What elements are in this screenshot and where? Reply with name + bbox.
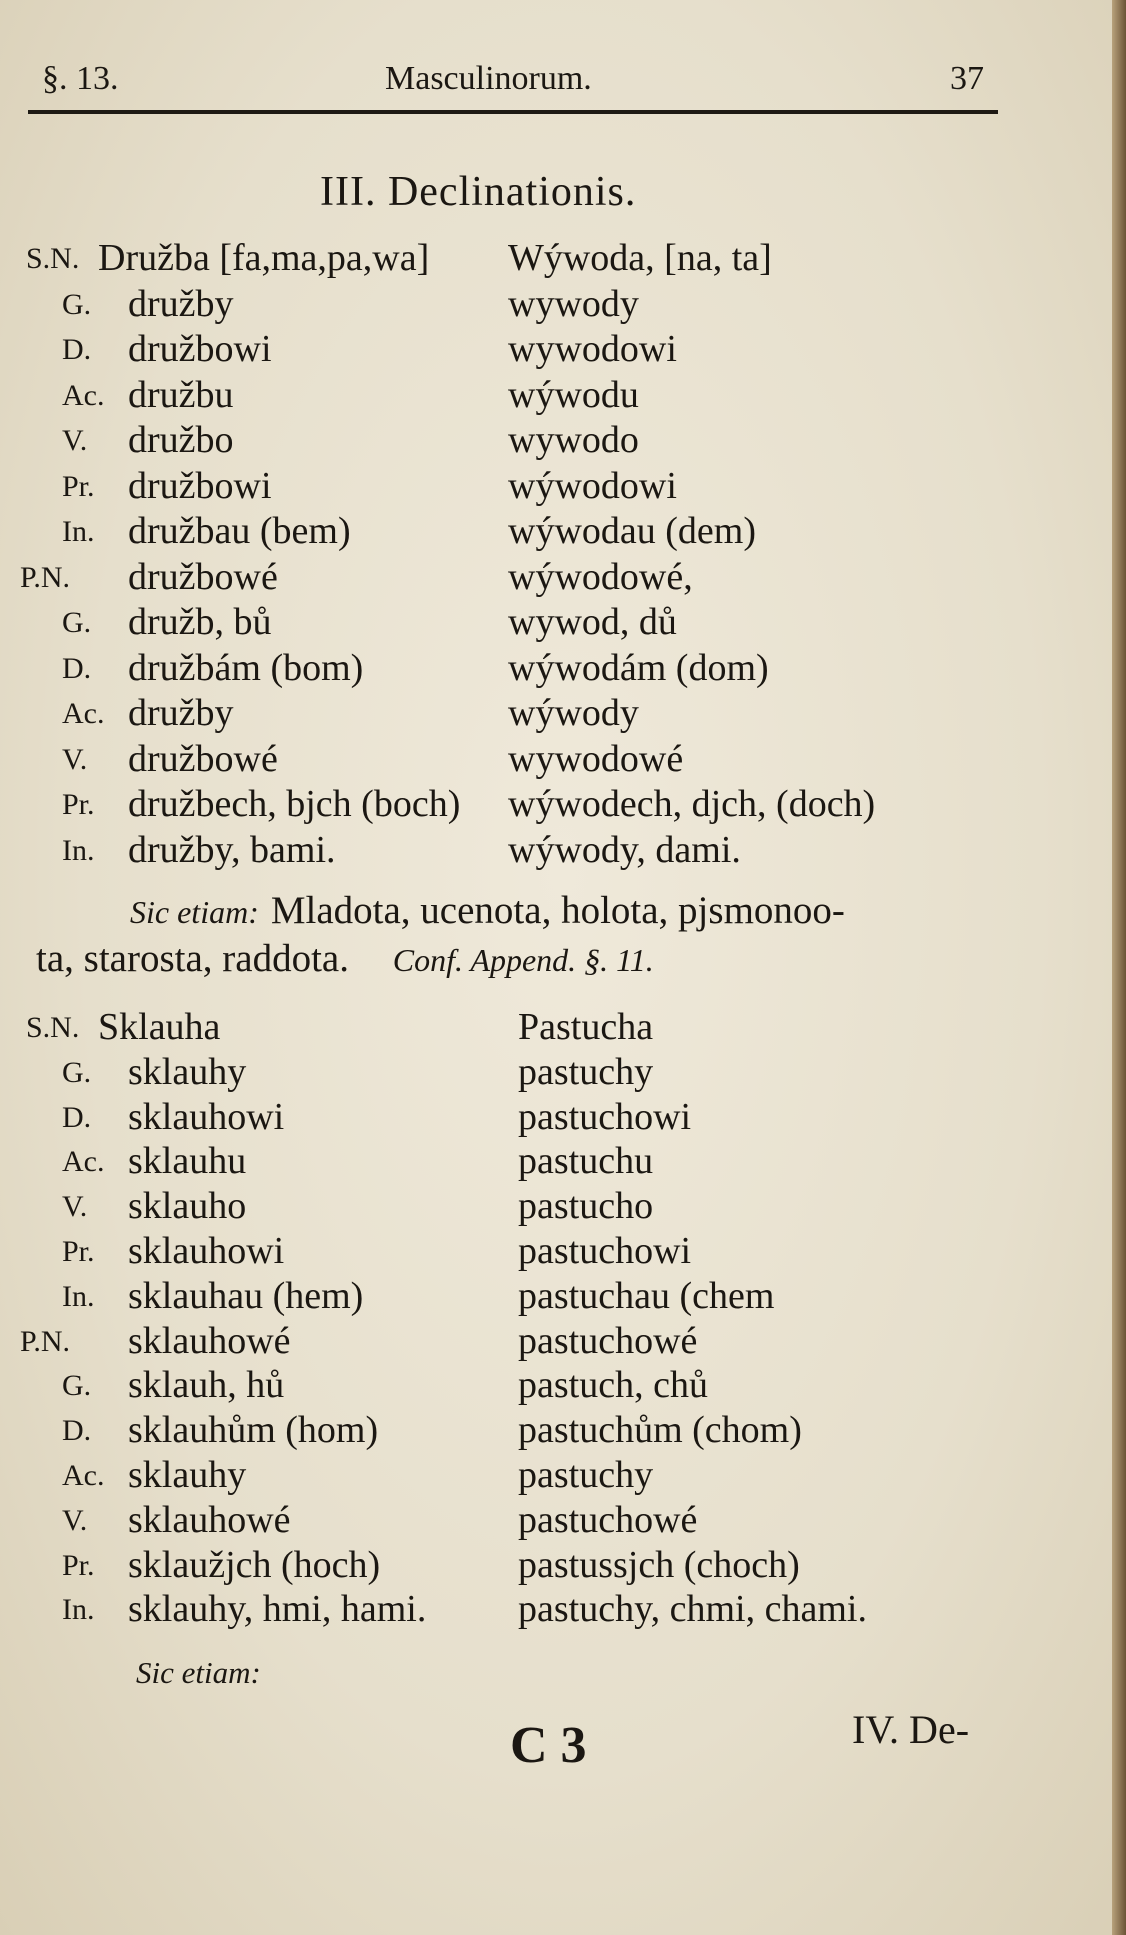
paradigm-row: [0, 373, 1126, 417]
sic-etiam-label-2: Sic etiam:: [136, 1655, 261, 1690]
left-form: družby, bami.: [128, 828, 336, 871]
paradigm-row: [0, 418, 1126, 462]
right-form: pastuchu: [518, 1140, 654, 1183]
right-form: wywod, dů: [508, 601, 677, 643]
paradigm-row: [0, 464, 1126, 508]
paradigm-row: [0, 828, 1126, 872]
case-label: Ac.: [62, 1145, 105, 1179]
case-label: P.N.: [20, 560, 71, 594]
page-number: 37: [950, 60, 984, 97]
left-form: sklauhau (hem): [128, 1274, 364, 1317]
running-head: [0, 60, 1126, 110]
case-label: D.: [62, 333, 92, 366]
paradigm-row: [0, 1095, 1126, 1139]
case-label: In.: [62, 1279, 95, 1313]
right-form: wýwodám (dom): [508, 646, 769, 689]
right-form: wywody: [508, 282, 639, 325]
paradigm-row: [0, 1543, 1126, 1587]
right-form: pastuchy: [518, 1454, 654, 1496]
left-form: sklauh, hů: [128, 1364, 285, 1407]
case-label: D.: [62, 1100, 92, 1134]
case-label: G.: [62, 1369, 92, 1403]
right-form: pastuchau (chem: [518, 1274, 775, 1317]
case-label: G.: [62, 287, 92, 321]
paradigm-row: [0, 509, 1126, 553]
header-rule: [28, 110, 998, 114]
left-form: sklauhy: [128, 1050, 247, 1093]
right-form: pastucho: [518, 1185, 654, 1228]
case-label: Pr.: [62, 1548, 95, 1582]
right-form: wywodowé: [508, 737, 684, 780]
paradigm-row: [0, 1408, 1126, 1452]
paradigm-row: [0, 1229, 1126, 1273]
case-label: Ac.: [62, 697, 105, 730]
right-form: pastuchowé: [518, 1319, 698, 1362]
left-form: sklaužjch (hoch): [128, 1543, 381, 1586]
right-form: wywodowi: [508, 328, 677, 370]
right-form: pastuchy: [518, 1050, 654, 1093]
right-form: pastuchowi: [518, 1230, 692, 1272]
case-label: Pr.: [62, 1235, 95, 1268]
right-form: pastuchy, chmi, chami.: [518, 1588, 867, 1631]
left-form: sklauho: [128, 1185, 247, 1228]
right-form: pastuch, chů: [518, 1364, 708, 1407]
case-label: Ac.: [62, 378, 105, 412]
case-label: G.: [62, 1055, 92, 1089]
left-form: družb, bů: [128, 601, 272, 643]
sic-etiam-label: Sic etiam:: [130, 894, 259, 930]
case-label: In.: [62, 515, 95, 548]
left-form: družbowi: [128, 328, 272, 370]
paradigm-row: [0, 600, 1126, 644]
right-form: pastuchům (chom): [518, 1409, 802, 1452]
paradigm-row: [0, 1050, 1126, 1094]
sic-etiam-line-2: [36, 936, 654, 981]
paradigm-row: [0, 1587, 1126, 1631]
running-title: Masculinorum.: [385, 60, 592, 97]
case-label: V.: [62, 424, 88, 457]
paradigm-row: [0, 1139, 1126, 1183]
right-form: wýwodau (dem): [508, 510, 756, 552]
left-form: družbech, bjch (boch): [128, 783, 461, 825]
paradigm-row: [0, 737, 1126, 781]
paradigm-row: [0, 236, 1126, 280]
paradigm-row: [0, 1319, 1126, 1363]
case-label: Ac.: [62, 1459, 105, 1492]
case-label: V.: [62, 1503, 88, 1537]
right-form: pastuchowi: [518, 1095, 692, 1138]
left-form: Sklauha: [98, 1006, 221, 1048]
case-label: S.N.: [26, 1011, 80, 1044]
left-form: sklauhowi: [128, 1095, 285, 1138]
right-form: wýwodowi: [508, 464, 677, 507]
paradigm-row: [0, 327, 1126, 371]
left-form: sklauhu: [128, 1140, 247, 1183]
left-form: družbám (bom): [128, 646, 364, 689]
paradigm-row: [0, 782, 1126, 826]
right-form: wywodo: [508, 419, 639, 461]
case-label: S.N.: [26, 242, 80, 275]
signature-mark: C 3: [510, 1717, 587, 1774]
left-form: družbowi: [128, 464, 272, 507]
paradigm-row: [0, 646, 1126, 690]
right-form: wýwodowé,: [508, 555, 693, 598]
left-form: sklauhowé: [128, 1319, 291, 1362]
declension-heading: III. Declinationis.: [320, 169, 637, 215]
paradigm-row: [0, 1005, 1126, 1049]
paradigm-row: [0, 691, 1126, 735]
paradigm-row: [0, 555, 1126, 599]
right-form: pastussjch (choch): [518, 1543, 800, 1586]
paradigm-row: [0, 1274, 1126, 1318]
case-label: G.: [62, 606, 92, 639]
left-form: sklauhowé: [128, 1498, 291, 1541]
case-label: V.: [62, 1190, 88, 1224]
case-label: In.: [62, 833, 95, 867]
case-label: D.: [62, 651, 92, 685]
paradigm-row: [0, 1498, 1126, 1542]
appendix-reference: Conf. Append. §. 11.: [392, 942, 654, 978]
case-label: P.N.: [20, 1324, 71, 1358]
left-form: Družba [fa,ma,pa,wa]: [98, 237, 430, 279]
example-words-2: ta, starosta, raddota.: [36, 937, 349, 980]
case-label: Pr.: [62, 469, 95, 503]
left-form: družbu: [128, 373, 234, 416]
sic-etiam-line-1: [130, 888, 845, 933]
right-form: Pastucha: [518, 1006, 654, 1048]
left-form: družby: [128, 692, 234, 734]
case-label: V.: [62, 742, 88, 776]
left-form: družbau (bem): [128, 510, 351, 552]
right-form: wýwodu: [508, 373, 639, 416]
catchword: IV. De-: [852, 1707, 970, 1752]
right-form: wýwody: [508, 692, 639, 734]
sic-etiam-2: [136, 1650, 261, 1692]
case-label: D.: [62, 1414, 92, 1448]
right-form: pastuchowé: [518, 1498, 698, 1541]
paradigm-row: [0, 1184, 1126, 1228]
example-words-1: Mladota, ucenota, holota, pjsmonoo-: [270, 889, 845, 932]
left-form: sklauhowi: [128, 1230, 285, 1272]
paradigm-row: [0, 1453, 1126, 1497]
case-label: In.: [62, 1593, 95, 1627]
right-form: Wýwoda, [na, ta]: [508, 237, 772, 279]
right-form: wýwodech, djch, (doch): [508, 783, 876, 825]
left-form: družbowé: [128, 555, 278, 598]
left-form: sklauhům (hom): [128, 1409, 379, 1452]
paradigm-row: [0, 282, 1126, 326]
paradigm-row: [0, 1363, 1126, 1407]
left-form: sklauhy: [128, 1454, 247, 1496]
case-label: Pr.: [62, 788, 95, 821]
left-form: družbo: [128, 419, 234, 461]
right-form: wýwody, dami.: [508, 828, 741, 871]
left-form: družby: [128, 282, 234, 325]
left-form: družbowé: [128, 737, 278, 780]
section-number: §. 13.: [42, 60, 119, 97]
left-form: sklauhy, hmi, hami.: [128, 1588, 427, 1631]
